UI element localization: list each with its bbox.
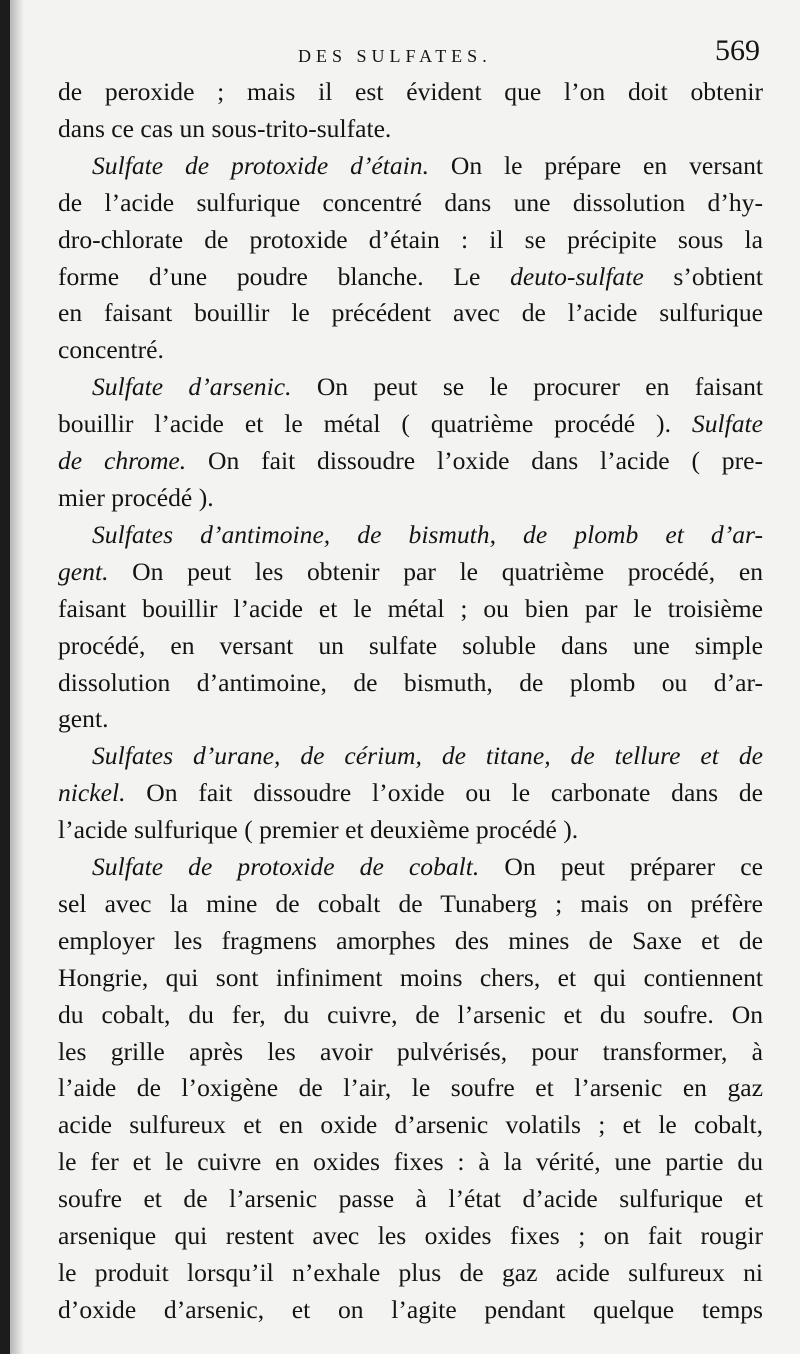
text-run: procédé, en versant un sulfate soluble dans une simple xyxy=(58,630,763,660)
text-line xyxy=(58,1070,763,1107)
text-line xyxy=(58,480,763,517)
text-run: gent. xyxy=(58,704,109,734)
text-line xyxy=(58,886,763,923)
text-line xyxy=(58,74,763,111)
text-run: Hongrie, qui sont infiniment moins chers, et qui contiennent xyxy=(58,962,763,992)
text-line xyxy=(58,185,763,222)
italic-run: Sulfates d’urane, de cérium, de titane, de tellure et de xyxy=(92,741,763,771)
text-run: le produit lorsqu’il n’exhale plus de gaz acide sulfureux ni xyxy=(58,1258,763,1287)
text-run: On le prépare en versant xyxy=(428,150,763,180)
italic-run: Sulfate d’arsenic. xyxy=(92,372,292,402)
italic-run: de chrome. xyxy=(58,446,187,476)
text-run: dissolution d’antimoine, de bismuth, de plomb ou d’ar- xyxy=(58,667,763,697)
text-line xyxy=(58,849,763,886)
text-run: On fait dissoudre l’oxide ou le carbonate dans de xyxy=(125,778,763,808)
text-line xyxy=(58,295,763,332)
text-run: s’obtient xyxy=(643,261,763,291)
text-line xyxy=(58,960,763,997)
text-run: sel avec la mine de cobalt de Tunaberg ; mais on préfère xyxy=(58,888,763,918)
text-run: en faisant bouillir le précédent avec de l’acide sulfurique xyxy=(58,298,763,328)
text-run: arsenique qui restent avec les oxides fixes ; on fait rougir xyxy=(58,1221,763,1251)
text-line xyxy=(58,738,763,775)
text-run: acide sulfureux et en oxide d’arsenic volatils ; et le cobalt, xyxy=(58,1110,763,1140)
text-line xyxy=(58,443,763,480)
text-run: les grille après les avoir pulvérisés, pour transformer, à xyxy=(58,1036,763,1066)
text-line xyxy=(58,259,763,296)
text-line xyxy=(58,997,763,1034)
text-line xyxy=(58,1255,763,1292)
text-line xyxy=(58,1144,763,1181)
text-run: dans ce cas un sous-trito-sulfate. xyxy=(58,113,392,143)
text-run: d’oxide d’arsenic, et on l’agite pendant quelque temps xyxy=(58,1294,763,1324)
text-line xyxy=(58,111,763,148)
italic-run: Sulfate de protoxide d’étain. xyxy=(92,150,429,180)
text-line xyxy=(58,923,763,960)
text-line xyxy=(58,554,763,591)
text-run: bouillir l’acide et le métal ( quatrième procédé ). xyxy=(58,409,692,439)
text-line xyxy=(58,775,763,812)
text-run: du cobalt, du fer, du cuivre, de l’arsenic et du soufre. On xyxy=(58,999,763,1029)
binding-shadow xyxy=(10,0,24,1354)
text-run: l’acide sulfurique ( premier et deuxième procédé ). xyxy=(58,815,579,845)
text-line xyxy=(58,332,763,369)
text-run: dro-chlorate de protoxide d’étain : il se précipite sous la xyxy=(58,224,763,254)
italic-run: Sulfate xyxy=(691,409,763,439)
text-run: l’aide de l’oxigène de l’air, le soufre et l’arsenic en gaz xyxy=(58,1073,763,1103)
text-run: On peut les obtenir par le quatrième procédé, en xyxy=(108,556,763,586)
text-line xyxy=(58,1292,763,1329)
page-number: 569 xyxy=(715,34,760,67)
text-line xyxy=(58,406,763,443)
text-line xyxy=(58,1218,763,1255)
italic-run: gent. xyxy=(58,556,109,586)
text-run: soufre et de l’arsenic passe à l’état d’acide sulfurique et xyxy=(58,1184,763,1214)
text-line xyxy=(58,628,763,665)
italic-run: deuto-sulfate xyxy=(510,261,644,291)
text-line xyxy=(58,1181,763,1218)
text-line xyxy=(58,701,763,738)
text-run: de l’acide sulfurique concentré dans une dissolution d’hy- xyxy=(58,187,763,217)
text-run: mier procédé ). xyxy=(58,482,214,512)
text-run: le fer et le cuivre en oxides fixes : à la vérité, une partie du xyxy=(58,1147,763,1177)
text-run: employer les fragmens amorphes des mines de Saxe et de xyxy=(58,925,763,955)
running-head: DES SULFATES. xyxy=(298,46,492,66)
text-run: faisant bouillir l’acide et le métal ; ou bien par le troisième xyxy=(58,593,763,623)
text-line xyxy=(58,812,763,849)
text-run: concentré. xyxy=(58,335,164,365)
text-line xyxy=(58,517,763,554)
text-line xyxy=(58,148,763,185)
text-line xyxy=(58,222,763,259)
text-line xyxy=(58,1034,763,1071)
text-run: forme d’une poudre blanche. Le xyxy=(58,261,511,291)
italic-run: nickel. xyxy=(58,778,126,808)
text-run: On fait dissoudre l’oxide dans l’acide ( pre- xyxy=(186,446,763,476)
body-text xyxy=(58,74,763,1329)
text-run: On peut préparer ce xyxy=(479,852,763,882)
italic-run: Sulfates d’antimoine, de bismuth, de plomb et d’ar- xyxy=(92,519,763,549)
text-line xyxy=(58,369,763,406)
text-run: de peroxide ; mais il est évident que l’on doit obtenir xyxy=(58,77,763,106)
italic-run: Sulfate de protoxide de cobalt. xyxy=(92,852,480,882)
text-line xyxy=(58,591,763,628)
text-run: On peut se le procurer en faisant xyxy=(291,372,763,402)
text-line xyxy=(58,665,763,702)
text-line xyxy=(58,1107,763,1144)
